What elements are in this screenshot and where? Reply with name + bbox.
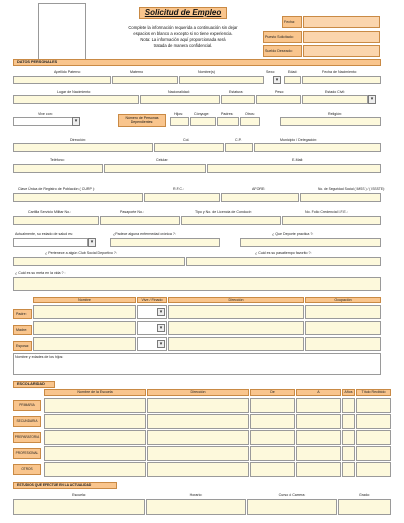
municipio-label: Municipio / Delegación: bbox=[280, 138, 318, 142]
direccion-label: Dirección: bbox=[70, 138, 86, 142]
cp-label: C.P. bbox=[235, 138, 242, 142]
col-label: Col. bbox=[183, 138, 190, 142]
vive-con-dropdown[interactable]: ▾ bbox=[72, 117, 80, 126]
enfermedad-label: ¿Padece alguna enfermedad crónica ?: bbox=[113, 232, 176, 236]
photo-box bbox=[38, 3, 86, 60]
otros-escuela-field[interactable] bbox=[44, 462, 146, 477]
edad-field[interactable] bbox=[284, 76, 301, 84]
current-curso-field[interactable] bbox=[247, 499, 337, 515]
curp-field[interactable] bbox=[13, 193, 143, 202]
current-horario-field[interactable] bbox=[146, 499, 246, 515]
profesional-direccion-field[interactable] bbox=[147, 446, 249, 461]
nombres-field[interactable] bbox=[179, 76, 264, 84]
peso-field[interactable] bbox=[256, 95, 301, 104]
madre-direccion-field[interactable] bbox=[168, 321, 304, 335]
family-row-madre-label: Madre: bbox=[16, 328, 28, 332]
esposa-direccion-field[interactable] bbox=[168, 337, 304, 351]
lugar-nacimiento-label: Lugar de Nacimiento: bbox=[57, 90, 92, 94]
instruction-line-2: espacios en blanco a excepto si no tiene experiencia. bbox=[133, 31, 233, 36]
afore-field[interactable] bbox=[221, 193, 299, 202]
primaria-direccion-field[interactable] bbox=[147, 398, 249, 413]
padre-nombre-field[interactable] bbox=[33, 305, 136, 319]
primaria-escuela-field[interactable] bbox=[44, 398, 146, 413]
primaria-anios-field[interactable] bbox=[342, 398, 355, 413]
current-curso-label: Curso ó Carrera: bbox=[278, 493, 306, 497]
family-nombre-label: Nombre bbox=[78, 298, 91, 302]
pasaporte-label: Pasaporte No.: bbox=[120, 210, 144, 214]
hijos-label: Hijos: bbox=[174, 112, 183, 116]
club-field[interactable] bbox=[13, 257, 185, 266]
deporte-field[interactable] bbox=[240, 238, 381, 247]
otros-direccion-field[interactable] bbox=[147, 462, 249, 477]
religion-field[interactable] bbox=[280, 117, 381, 126]
preparatoria-de-field[interactable] bbox=[250, 430, 295, 445]
esposa-nombre-field[interactable] bbox=[33, 337, 136, 351]
instruction-line-1: Complete la información requerida a continuación sin dejar bbox=[128, 25, 238, 30]
salud-field[interactable] bbox=[13, 238, 88, 247]
fecha-label: Fecha: bbox=[284, 20, 295, 24]
secundaria-escuela-field[interactable] bbox=[44, 414, 146, 429]
school-row-otros: OTROS bbox=[21, 467, 33, 471]
pasaporte-field[interactable] bbox=[100, 216, 180, 225]
hijos-field[interactable] bbox=[170, 117, 189, 126]
preparatoria-a-field[interactable] bbox=[296, 430, 341, 445]
secundaria-anios-field[interactable] bbox=[342, 414, 355, 429]
secundaria-direccion-field[interactable] bbox=[147, 414, 249, 429]
estatura-label: Estatura: bbox=[229, 90, 244, 94]
padres-label: Padres: bbox=[221, 112, 234, 116]
form-title: Solicitud de Empleo bbox=[144, 8, 222, 17]
profesional-anios-field[interactable] bbox=[342, 446, 355, 461]
rfc-label: R.F.C.: bbox=[173, 187, 184, 191]
nacionalidad-field[interactable] bbox=[140, 95, 220, 104]
deporte-label: ¿ Que Deporte practica ?: bbox=[272, 232, 314, 236]
preparatoria-escuela-field[interactable] bbox=[44, 430, 146, 445]
secundaria-titulo-field[interactable] bbox=[356, 414, 391, 429]
nss-field[interactable] bbox=[300, 193, 381, 202]
school-row-primaria: PRIMARIA bbox=[19, 403, 35, 407]
current-grado-label: Grado: bbox=[359, 493, 370, 497]
club-label: ¿ Pertenece a algún Club Social Deportivo ?: bbox=[45, 251, 117, 255]
school-col-direccion: Dirección bbox=[190, 390, 206, 394]
salud-label: Actualmente, su estado de salud es: bbox=[15, 232, 73, 236]
profesional-escuela-field[interactable] bbox=[44, 446, 146, 461]
profesional-titulo-field[interactable] bbox=[356, 446, 391, 461]
municipio-field[interactable] bbox=[254, 143, 381, 152]
padres-field[interactable] bbox=[217, 117, 239, 126]
conyuge-field[interactable] bbox=[190, 117, 216, 126]
esposa-ocupacion-field[interactable] bbox=[305, 337, 381, 351]
padre-direccion-field[interactable] bbox=[168, 305, 304, 319]
instruction-line-3: Nota: La información aquí proporcionada será bbox=[140, 37, 226, 42]
cp-field[interactable] bbox=[225, 143, 253, 152]
estado-civil-dropdown[interactable]: ▾ bbox=[368, 95, 376, 104]
licencia-label: Tipo y No. de Licencia de Conducir: bbox=[195, 210, 252, 214]
sueldo-field[interactable] bbox=[303, 45, 380, 57]
curp-label: Clave Única de Registro de Población ( CURP ): bbox=[18, 187, 96, 191]
lugar-nacimiento-field[interactable] bbox=[13, 95, 139, 104]
school-row-preparatoria: PREPARATORIA bbox=[14, 435, 40, 439]
materno-field[interactable] bbox=[112, 76, 178, 84]
conyuge-label: Cónyuge: bbox=[194, 112, 210, 116]
padre-ocupacion-field[interactable] bbox=[305, 305, 381, 319]
secundaria-a-field[interactable] bbox=[296, 414, 341, 429]
madre-vive-dropdown[interactable]: ▾ bbox=[157, 324, 165, 332]
cartilla-label: Cartilla Servicio Militar No.: bbox=[28, 210, 72, 214]
estado-civil-label: Estado Civil: bbox=[325, 90, 345, 94]
current-escuela-label: Escuela: bbox=[72, 493, 86, 497]
telefono-label: Teléfono: bbox=[50, 158, 65, 162]
telefono-field[interactable] bbox=[13, 164, 103, 173]
sexo-dropdown[interactable]: ▾ bbox=[273, 76, 281, 84]
family-ocupacion-label: Ocupación bbox=[334, 298, 352, 302]
school-row-profesional: PROFESIONAL bbox=[15, 451, 39, 455]
peso-label: Peso: bbox=[275, 90, 285, 94]
vive-con-field[interactable] bbox=[13, 117, 73, 126]
otros-titulo-field[interactable] bbox=[356, 462, 391, 477]
email-label: E-Mail: bbox=[292, 158, 304, 162]
materno-label: Materno bbox=[130, 70, 144, 74]
preparatoria-titulo-field[interactable] bbox=[356, 430, 391, 445]
profesional-de-field[interactable] bbox=[250, 446, 295, 461]
school-row-secundaria: SECUNDARIA bbox=[16, 419, 38, 423]
folio-label: No. Folio Credencial I.F.E.: bbox=[305, 210, 348, 214]
sueldo-label: Sueldo Deseado: bbox=[265, 49, 293, 53]
vive-con-label: Vive con: bbox=[38, 112, 53, 116]
puesto-field[interactable] bbox=[303, 31, 380, 43]
otros-label: Otros: bbox=[245, 112, 255, 116]
estado-civil-field[interactable] bbox=[302, 95, 368, 104]
meta-field[interactable] bbox=[13, 277, 381, 291]
madre-ocupacion-field[interactable] bbox=[305, 321, 381, 335]
licencia-field[interactable] bbox=[181, 216, 281, 225]
padre-vive-dropdown[interactable]: ▾ bbox=[157, 308, 165, 316]
primaria-a-field[interactable] bbox=[296, 398, 341, 413]
religion-label: Religión: bbox=[328, 112, 342, 116]
otros-field[interactable] bbox=[240, 117, 260, 126]
otros-de-field[interactable] bbox=[250, 462, 295, 477]
fecha-nacimiento-label: Fecha de Nacimiento: bbox=[322, 70, 357, 74]
direccion-field[interactable] bbox=[13, 143, 153, 152]
family-row-esposa-label: Esposa: bbox=[16, 344, 29, 348]
apellido-paterno-label: Apellido Paterno bbox=[54, 70, 81, 74]
afore-label: AFORE: bbox=[252, 187, 266, 191]
preparatoria-anios-field[interactable] bbox=[342, 430, 355, 445]
nombres-label: Nombre(s) bbox=[198, 70, 215, 74]
numero-personas-label: Número de Personas Dependientes: bbox=[125, 116, 159, 125]
fecha-field[interactable] bbox=[303, 16, 380, 28]
hijos-nombres-label: Nombre y edades de los hijos: bbox=[15, 355, 64, 359]
pasatiempo-field[interactable] bbox=[186, 257, 381, 266]
family-direccion-label: Dirección bbox=[228, 298, 244, 302]
school-col-titulo: Título Recibido bbox=[361, 390, 386, 394]
family-row-padre-label: Padre: bbox=[16, 312, 27, 316]
primaria-titulo-field[interactable] bbox=[356, 398, 391, 413]
madre-nombre-field[interactable] bbox=[33, 321, 136, 335]
enfermedad-field[interactable] bbox=[110, 238, 220, 247]
nacionalidad-label: Nacionalidad: bbox=[168, 90, 190, 94]
school-col-de: De bbox=[270, 390, 275, 394]
otros-anios-field[interactable] bbox=[342, 462, 355, 477]
salud-dropdown[interactable]: ▾ bbox=[88, 238, 96, 247]
current-escuela-field[interactable] bbox=[13, 499, 145, 515]
school-col-escuela: Nombre de la Escuela bbox=[77, 390, 113, 394]
school-col-a: A bbox=[317, 390, 320, 394]
fecha-nacimiento-field[interactable] bbox=[302, 76, 381, 84]
primaria-de-field[interactable] bbox=[250, 398, 295, 413]
family-vive-label: Vive / Finado bbox=[141, 298, 163, 302]
puesto-label: Puesto Solicitado: bbox=[265, 35, 294, 39]
instruction-line-4: tratada de manera confidencial. bbox=[153, 43, 213, 48]
cartilla-field[interactable] bbox=[13, 216, 99, 225]
profesional-a-field[interactable] bbox=[296, 446, 341, 461]
sexo-label: Sexo: bbox=[266, 70, 276, 74]
current-horario-label: Horario: bbox=[189, 493, 203, 497]
email-field[interactable] bbox=[207, 164, 381, 173]
estatura-field[interactable] bbox=[221, 95, 255, 104]
folio-field[interactable] bbox=[282, 216, 381, 225]
school-col-anios: Años bbox=[344, 390, 353, 394]
esposa-vive-dropdown[interactable]: ▾ bbox=[157, 340, 165, 348]
section-datos-personales: DATOS PERSONALES bbox=[13, 59, 381, 66]
hijos-nombres-field[interactable] bbox=[13, 353, 381, 375]
section-estudios-actuales: ESTUDIOS QUE EFECTÚE EN LA ACTUALIDAD bbox=[13, 482, 117, 489]
current-grado-field[interactable] bbox=[338, 499, 391, 515]
celular-field[interactable] bbox=[104, 164, 206, 173]
secundaria-de-field[interactable] bbox=[250, 414, 295, 429]
celular-label: Celular: bbox=[156, 158, 169, 162]
col-field[interactable] bbox=[154, 143, 224, 152]
edad-label: Edad: bbox=[288, 70, 298, 74]
pasatiempo-label: ¿ Cuál es su pasatiempo favorito ?: bbox=[255, 251, 312, 255]
preparatoria-direccion-field[interactable] bbox=[147, 430, 249, 445]
meta-label: ¿ Cuál es su meta en la vida ? : bbox=[15, 271, 66, 275]
nss-label: No. de Seguridad Social ( IMSS ) / ( ISSSTE): bbox=[318, 187, 386, 191]
apellido-paterno-field[interactable] bbox=[13, 76, 111, 84]
otros-a-field[interactable] bbox=[296, 462, 341, 477]
rfc-field[interactable] bbox=[144, 193, 220, 202]
section-escolaridad: ESCOLARIDAD bbox=[13, 381, 55, 388]
